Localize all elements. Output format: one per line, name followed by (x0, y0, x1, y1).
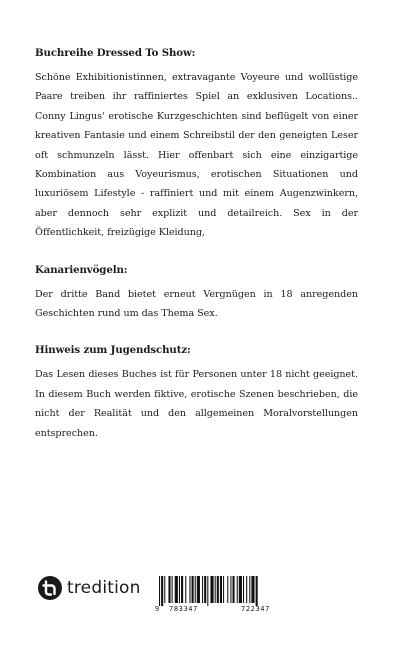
barcode-bar (179, 576, 180, 603)
barcode-bar (195, 576, 196, 603)
volume-description: Der dritte Band bietet erneut Vergnügen in 18 anregenden Geschichten rund um das Thema Sex. (35, 288, 358, 320)
back-cover-text (35, 46, 358, 443)
volume-heading: Kanarienvögeln: (35, 263, 128, 276)
barcode-bar (175, 576, 178, 603)
barcode-bar (192, 576, 194, 603)
barcode-group-1: 783347 (169, 605, 198, 613)
volume-section (35, 263, 358, 324)
barcode-bar (164, 576, 165, 603)
barcode-bar (237, 576, 238, 603)
barcode-bars (159, 576, 307, 606)
publisher-logo (38, 576, 141, 600)
barcode-bar (181, 576, 183, 603)
barcode-bar (217, 576, 219, 603)
barcode-bar (202, 576, 203, 603)
barcode-bar (230, 576, 231, 603)
barcode-bar (159, 576, 160, 606)
barcode-bar (249, 576, 250, 603)
barcode-bar (185, 576, 186, 603)
series-description: Schöne Exhibitionistinnen, extravagante Voyeure und wollüstige Paare treiben ihr raffiniertes Spiel an exklusiven Locations.. Conny Lingus' erotische Kurzgeschichten sind beflügelt von einer kreativen Fantasie und einem Schreibstil der den geneigten Leser oft schmunzeln lässt. Hier offenbart sich eine einzigartige Kombination aus Voyeurismus, erotischen Situationen und luxuriösem Lifestyle - raffiniert und mit einem Augenzwinkern, aber dennoch sehr explizit und detailreich. Sex in der Öffentlichkeit, freizügige Kleidung, (35, 72, 358, 239)
tredition-logo-icon (38, 576, 62, 600)
barcode-bar (243, 576, 244, 603)
barcode-first-digit: 9 (155, 605, 160, 613)
barcode-bar (207, 576, 208, 606)
barcode-bar (210, 576, 213, 603)
barcode-bar (223, 576, 224, 603)
barcode-bar (239, 576, 242, 603)
barcode-bar (168, 576, 170, 603)
publisher-name: tredition (67, 578, 141, 598)
youth-protection-text: Das Lesen dieses Buches ist für Personen unter 18 nicht geeignet. In diesem Buch werden fiktive, erotische Szenen beschrieben, die nicht der Realität und den allgemeinen Moralvorstellungen entsprechen. (35, 369, 358, 439)
isbn-barcode (155, 574, 309, 619)
series-section (35, 46, 358, 243)
barcode-bar (197, 576, 200, 603)
barcode-bar (215, 576, 216, 603)
youth-protection-section (35, 343, 358, 443)
barcode-bar (251, 576, 254, 603)
youth-protection-heading: Hinweis zum Jugendschutz: (35, 344, 191, 357)
barcode-bar (256, 576, 258, 606)
barcode-bar (172, 576, 173, 603)
series-heading: Buchreihe Dressed To Show: (35, 47, 196, 59)
barcode-bar (246, 576, 247, 603)
barcode-bar (189, 576, 190, 603)
barcode-bar (220, 576, 222, 603)
barcode-bar (233, 576, 235, 603)
barcode-bar (161, 576, 163, 606)
barcode-bar (204, 576, 206, 603)
barcode-group-2: 722347 (241, 605, 270, 613)
barcode-bar (227, 576, 228, 603)
